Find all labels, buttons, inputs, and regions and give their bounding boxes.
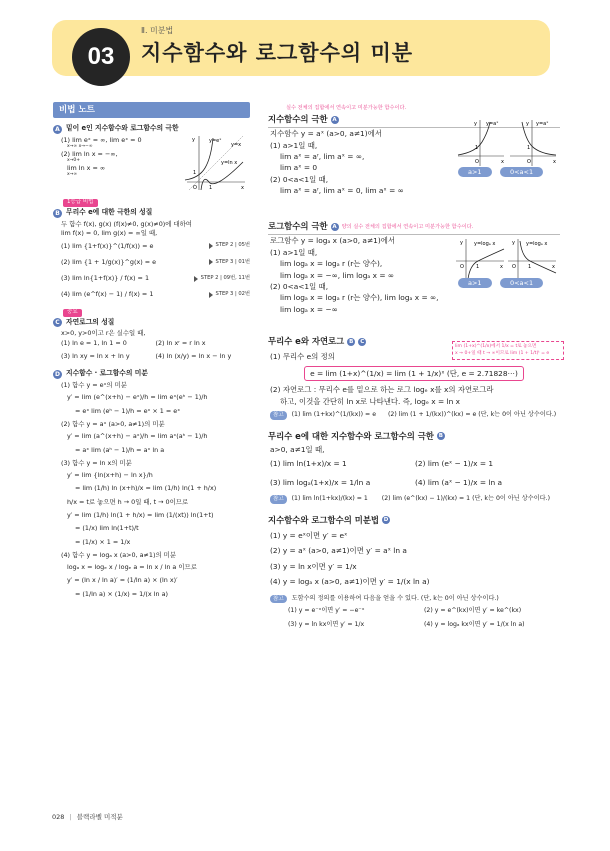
- section-a-heading: [53, 124, 250, 134]
- c-prop-1: (1) ln e = 1, ln 1 = 0: [61, 338, 127, 347]
- section-a-body: [53, 136, 250, 194]
- deriv-ref-label: 참고: [270, 595, 287, 604]
- section-b-badge: B: [53, 209, 62, 218]
- d-step-2: (2) 함수 y = aˣ (a>0, a≠1)의 미분: [61, 420, 165, 428]
- b-rule-4-text: (4) lim (e^f(x) − 1) / f(x) = 1: [61, 290, 154, 299]
- a-line-1: (1) lim eˣ = ∞, lim eˣ = 0: [61, 136, 142, 145]
- exp-case-1: (1) a>1일 때,: [270, 140, 318, 150]
- graph-a-label-y: y: [192, 137, 195, 144]
- important-tag: 중요: [63, 309, 82, 317]
- e-side-note-2: x → 0+일 때 t → ∞이므로 lim (1 + 1/t)ᵗ = e: [455, 351, 550, 357]
- e-ref-label: 참고: [270, 411, 287, 420]
- b-rule-2-step-label: STEP 3 | 01번: [215, 258, 250, 265]
- e-def-label: (1) 무리수 e의 정의: [270, 352, 335, 362]
- e-limit-ref-label: 참고: [270, 495, 287, 504]
- deriv-ref-3: (3) y = ln kx이면 y′ = 1/x: [288, 620, 365, 628]
- exp-g1-label-fn: y=aˣ: [486, 121, 499, 128]
- e-limit-formulas: [268, 458, 560, 488]
- b-intro-1: 두 함수 f(x), g(x) (f(x)≠0, g(x)≠0)에 대하여: [61, 219, 192, 228]
- e-limit-3: (3) lim logₐ(1+x)/x = 1/ln a: [270, 477, 371, 487]
- exp-g2-label-y: y: [526, 121, 529, 128]
- graph-a-label-1x: 1: [209, 185, 213, 192]
- log-g2-label-o: O: [512, 264, 516, 271]
- deriv-2: (2) y = aˣ (a>0, a≠1)이면 y′ = aˣ ln a: [270, 546, 407, 556]
- section-d-title: 지수함수 · 로그함수의 미분: [66, 369, 148, 378]
- e-limit-2: (2) lim (eˣ − 1)/x = 1: [415, 459, 494, 469]
- note-title-bar: 비법 노트: [53, 102, 250, 118]
- page-number: 028: [52, 813, 65, 821]
- log-case-2a: lim logₐ x = logₐ r (r는 양수), lim logₐ x = ∞,: [280, 293, 439, 303]
- log-limit-title: 로그함수의 극한: [268, 221, 328, 232]
- log-graph-a-gt-1: [454, 237, 506, 281]
- log-graph-a-lt-1: [506, 237, 558, 281]
- e-limit-heading: [268, 430, 560, 444]
- exp-case-2: (2) 0<a<1일 때,: [270, 174, 329, 184]
- d-step-3a: y′ = lim {ln(x+h) − ln x}/h: [67, 471, 153, 480]
- e-side-note: [452, 341, 564, 360]
- e-natlog-2: 하고, 이것을 간단히 ln x로 나타낸다. 즉, logₑ x = ln x: [280, 396, 460, 406]
- b-rule-1: [53, 242, 250, 251]
- section-d-heading: [53, 369, 250, 379]
- chapter-label: Ⅱ. 미분법: [141, 26, 174, 35]
- exp-case-1b: lim aˣ = 0: [280, 163, 318, 173]
- exp-case-pills: [458, 166, 549, 177]
- section-a-title: 밑이 e인 지수함수와 로그함수의 극한: [66, 124, 179, 133]
- a-line-2: (2) lim ln x = −∞,: [61, 149, 118, 158]
- log-g2-label-x: x: [552, 264, 555, 271]
- b-rule-3-step: [194, 275, 250, 283]
- b-rule-2-step: [209, 259, 250, 267]
- e-limit-reference: [268, 494, 560, 504]
- e-limit-4: (4) lim (aˣ − 1)/x = ln a: [415, 477, 503, 487]
- exp-g2-label-o: O: [527, 159, 531, 166]
- e-limit-badge: B: [438, 433, 443, 440]
- c-prop-4: (4) ln (x/y) = ln x − ln y: [155, 352, 232, 361]
- b-rule-1-step: [209, 242, 250, 250]
- d-step-3f: = (1/x) × 1 = 1/x: [75, 537, 131, 546]
- log-g2-label-1: 1: [528, 264, 532, 271]
- section-c-badge: C: [53, 318, 62, 327]
- log-limit-heading: [268, 220, 560, 235]
- e-section: [268, 335, 560, 420]
- log-g1-label-o: O: [460, 264, 464, 271]
- b-rule-1-text: (1) lim {1+f(x)}^(1/f(x)) = e: [61, 241, 154, 250]
- exp-limit-badge: A: [332, 116, 337, 123]
- page-footer: [52, 812, 123, 821]
- e-limit-title: 무리수 e에 대한 지수함수와 로그함수의 극한: [268, 430, 434, 441]
- graph-a-label-ln: y=ln x: [221, 160, 238, 167]
- graph-a-label-x: x: [241, 185, 244, 192]
- b-rule-4-step-label: STEP 3 | 02번: [215, 291, 250, 298]
- deriv-ref-formulas: [268, 606, 560, 629]
- main-content-column: [268, 104, 560, 629]
- log-case-2b: lim logₐ x = −∞: [280, 304, 338, 314]
- exp-case-1a: lim aˣ = aʳ, lim aˣ = ∞,: [280, 152, 365, 162]
- secret-note-column: [53, 102, 250, 599]
- section-b-heading: [53, 208, 250, 218]
- e-limit-1: (1) lim ln(1+x)/x = 1: [270, 459, 347, 469]
- deriv-heading: [268, 514, 560, 528]
- footer-divider: |: [69, 813, 72, 821]
- section-c-title: 자연로그의 성질: [66, 317, 115, 326]
- exp-g1-label-1: 1: [475, 145, 479, 152]
- log-g1-label-fn: y=logₐ x: [474, 241, 496, 248]
- e-limit-intro: a>0, a≠1일 때,: [270, 444, 325, 454]
- d-step-2a: y′ = lim (a^(x+h) − aˣ)/h = lim aˣ(aʰ − 1)/h: [67, 432, 208, 441]
- c-prop-3: (3) ln xy = ln x + ln y: [61, 352, 130, 361]
- exp-g1-label-y: y: [474, 121, 477, 128]
- d-step-4c: = (1/ln a) × (1/x) = 1/(x ln a): [75, 589, 168, 598]
- graph-a-label-yx: y=x: [231, 142, 242, 149]
- d-step-2b: = aˣ lim (aʰ − 1)/h = aˣ ln a: [75, 445, 165, 454]
- section-c-heading: [53, 318, 250, 328]
- b-rule-2: [53, 258, 250, 267]
- log-limit-badge: A: [332, 223, 337, 230]
- log-intro: 로그함수 y = logₐ x (a>0, a≠1)에서: [270, 236, 395, 246]
- log-case-1: (1) a>1일 때,: [270, 247, 318, 257]
- step-arrow-icon: [209, 243, 213, 249]
- d-step-3: (3) 함수 y = ln x의 미분: [61, 458, 132, 467]
- deriv-4: (4) y = logₐ x (a>0, a≠1)이면 y′ = 1/(x ln a): [270, 577, 430, 587]
- exp-graph-a-lt-1: [508, 118, 558, 168]
- d-step-3c: h/x = t로 놓으면 h → 0일 때, t → 0이므로: [67, 497, 189, 506]
- b-rule-4: [53, 290, 250, 299]
- e-reference: [268, 410, 560, 420]
- log-limit-annotation: 양의 실수 전체의 집합에서 연속이고 미분가능한 함수이다.: [341, 223, 474, 230]
- log-g1-label-y: y: [460, 240, 463, 247]
- log-g2-label-y: y: [512, 240, 515, 247]
- section-b-title: 무리수 e에 대한 극한의 성질: [66, 208, 153, 217]
- log-g1-label-1: 1: [476, 264, 480, 271]
- graph-a-label-origin: O: [193, 185, 197, 192]
- e-def-box-wrap: [268, 366, 560, 381]
- b-intro-2: lim f(x) = 0, lim g(x) = ∞일 때,: [61, 229, 158, 238]
- exp-limit-title: 지수함수의 극한: [268, 114, 328, 125]
- e-definition-box: e = lim (1+x)^(1/x) = lim (1 + 1/x)ˣ (단, e = 2.71828⋯): [304, 366, 524, 381]
- exp-intro: 지수함수 y = aˣ (a>0, a≠1)에서: [270, 129, 382, 139]
- d-step-4: (4) 함수 y = logₐ x (a>0, a≠1)의 미분: [61, 550, 177, 559]
- e-badge-c: C: [360, 338, 365, 345]
- d-step-4a: logₐ x = logₑ x / logₑ a = ln x / ln a 이므로: [67, 563, 197, 572]
- deriv-ref-1: (1) y = e⁻ˣ이면 y′ = −e⁻ˣ: [288, 607, 365, 615]
- e-ref-1: (1) lim (1+kx)^(1/(kx)) = e: [291, 410, 376, 418]
- e-side-note-1: lim (1+x)^(1/x)에서 1/x = t로 놓으면: [455, 344, 537, 350]
- log-pill-gt-1: a>1: [458, 278, 492, 288]
- e-natlog-1: (2) 자연로그 : 무리수 e를 밑으로 하는 로그 logₑ x를 x의 자연로그라: [270, 385, 494, 395]
- log-case-1a: lim logₐ x = logₐ r (r는 양수),: [280, 259, 383, 269]
- section-a-badge: A: [53, 125, 62, 134]
- c-properties: [53, 339, 250, 362]
- log-case-1b: lim logₐ x = −∞, lim logₐ x = ∞: [280, 270, 395, 280]
- exp-g2-label-x: x: [553, 159, 556, 166]
- deriv-1: (1) y = eˣ이면 y′ = eˣ: [270, 530, 348, 540]
- d-step-1: (1) 함수 y = eˣ의 미분: [61, 381, 127, 390]
- grade-tag: 1등급 비법: [63, 199, 98, 207]
- exp-case-2a: lim aˣ = aʳ, lim aˣ = 0, lim aˣ = ∞: [280, 186, 404, 196]
- b-rule-1-step-label: STEP 2 | 05번: [215, 242, 250, 249]
- d-step-3b: = lim (1/h) ln (x+h)/x = lim (1/h) ln(1 + h/x): [75, 484, 217, 493]
- e-limit-ref-2: (2) lim (e^(kx) − 1)/(kx) = 1 (단, k는 0이 아닌 상수이다.): [381, 495, 551, 503]
- e-title: 무리수 e와 자연로그: [268, 336, 345, 347]
- deriv-3: (3) y = ln x이면 y′ = 1/x: [270, 561, 357, 571]
- a-line-3: lim ln x = ∞: [67, 163, 106, 172]
- d-step-3e: = (1/x) lim ln(1+t)/t: [75, 524, 139, 533]
- book-name: 블랙라벨 미적분: [76, 813, 123, 821]
- b-rule-3-text: (3) lim ln{1+f(x)} / f(x) = 1: [61, 274, 150, 283]
- step-arrow-icon: [209, 292, 213, 298]
- log-limit-body: [268, 235, 560, 327]
- e-ref-2: (2) lim (1 + 1/(kx))^(kx) = e (단, k는 0이 아닌 상수이다.): [387, 410, 557, 418]
- exp-g1-label-x: x: [501, 159, 504, 166]
- log-pill-lt-1: 0<a<1: [500, 278, 543, 288]
- exp-pill-lt-1: 0<a<1: [500, 167, 543, 177]
- step-arrow-icon: [194, 276, 198, 282]
- chapter-number-badge: 03: [72, 28, 130, 86]
- log-g2-label-fn: y=logₐ x: [526, 241, 548, 248]
- deriv-reference: [268, 594, 560, 604]
- deriv-badge: D: [383, 517, 389, 524]
- d-step-1b: = eˣ lim (eʰ − 1)/h = eˣ × 1 = eˣ: [75, 406, 181, 415]
- deriv-ref-intro: 도함수의 정의를 이용하여 다음을 얻을 수 있다. (단, k는 0이 아닌 상수이다.): [291, 594, 499, 602]
- log-case-2: (2) 0<a<1일 때,: [270, 281, 329, 291]
- b-rule-2-text: (2) lim {1 + 1/g(x)}^g(x) = e: [61, 257, 157, 266]
- deriv-title: 지수함수와 로그함수의 미분법: [268, 514, 380, 525]
- d-step-3d: y′ = lim (1/h) ln(1 + h/x) = lim (1/(xt)) ln(1+t): [67, 510, 214, 519]
- step-arrow-icon: [209, 259, 213, 265]
- exp-pill-gt-1: a>1: [458, 167, 492, 177]
- a-line-3-sub: x→∞: [67, 172, 78, 177]
- section-d-badge: D: [53, 370, 62, 379]
- page-title: 지수함수와 로그함수의 미분: [141, 41, 414, 65]
- deriv-ref-4: (4) y = logₐ kx이면 y′ = 1/(x ln a): [424, 620, 525, 628]
- c-intro: x>0, y>0이고 r은 실수일 때,: [61, 329, 146, 338]
- a-line-2-sub: x→0+: [67, 158, 81, 164]
- log-g1-label-x: x: [500, 264, 503, 271]
- graph-a-label-1y: 1: [193, 170, 197, 177]
- b-rule-4-step: [209, 291, 250, 299]
- graph-a-label-exp: y=eˣ: [209, 138, 222, 145]
- d-step-4b: y′ = (ln x / ln a)′ = (1/ln a) × (ln x)′: [67, 576, 178, 585]
- log-case-pills: [458, 277, 549, 288]
- exp-g1-label-o: O: [475, 159, 479, 166]
- e-badge-b: B: [349, 338, 354, 345]
- exp-limit-body: [268, 121, 560, 212]
- b-rule-3: [53, 274, 250, 283]
- b-rule-3-step-label: STEP 2 | 09번, 11번: [200, 274, 250, 281]
- e-limit-ref-1: (1) lim ln(1+kx)/(kx) = 1: [291, 495, 368, 503]
- exp-log-graph: [181, 134, 247, 192]
- d-step-1a: y′ = lim (e^(x+h) − eˣ)/h = lim eˣ(eʰ − 1)/h: [67, 393, 208, 402]
- exp-annotation: 실수 전체의 집합에서 연속이고 미분가능한 함수이다.: [286, 105, 407, 111]
- c-prop-2: (2) ln xʳ = r ln x: [155, 338, 206, 347]
- exp-g2-label-1: 1: [527, 145, 531, 152]
- a-line-1-sub: x→∞ x→−∞: [67, 144, 93, 150]
- deriv-ref-2: (2) y = e^(kx)이면 y′ = ke^(kx): [424, 607, 522, 615]
- exp-g2-label-fn: y=aˣ: [536, 121, 549, 128]
- exp-graph-a-gt-1: [456, 118, 506, 168]
